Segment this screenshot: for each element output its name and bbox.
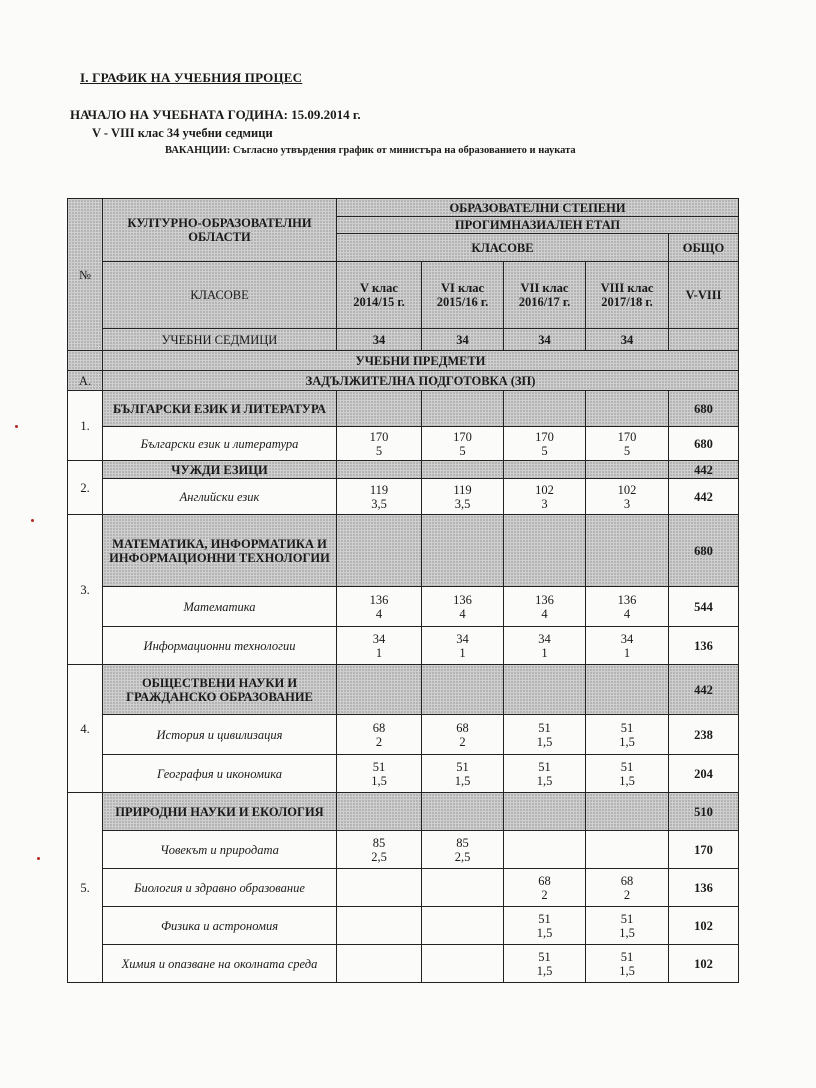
annual-hours: 51 bbox=[620, 759, 634, 774]
subject-hours-cell bbox=[586, 479, 669, 515]
weekly-hours: 3,5 bbox=[454, 496, 471, 511]
area-total: 680 bbox=[669, 515, 739, 587]
vacations-note: ВАКАНЦИИ: Съгласно утвърдения график от министъра на образованието и науката bbox=[165, 145, 576, 156]
area-class-cell bbox=[586, 391, 669, 427]
weekly-hours: 3,5 bbox=[371, 496, 387, 511]
subject-total: 442 bbox=[669, 479, 739, 515]
area-number: 1. bbox=[68, 391, 103, 461]
subject-hours-cell bbox=[337, 715, 422, 755]
subject-name: Математика bbox=[103, 587, 337, 627]
subject-hours-cell bbox=[337, 479, 422, 515]
weekly-hours: 2 bbox=[459, 734, 466, 749]
annual-hours: 51 bbox=[538, 949, 551, 964]
weekly-hours: 5 bbox=[541, 443, 548, 458]
weeks-total-empty bbox=[669, 329, 739, 351]
area-class-cell bbox=[586, 515, 669, 587]
weeks-value: 34 bbox=[586, 329, 669, 351]
weekly-hours: 2 bbox=[375, 734, 383, 749]
area-class-cell bbox=[337, 391, 422, 427]
total-range-header: V-VIII bbox=[669, 262, 739, 329]
annual-hours: 136 bbox=[535, 592, 554, 607]
area-class-cell bbox=[504, 391, 586, 427]
annual-hours: 51 bbox=[456, 759, 469, 774]
annual-hours: 34 bbox=[456, 631, 469, 646]
area-total: 510 bbox=[669, 793, 739, 831]
subject-hours-cell bbox=[586, 587, 669, 627]
weekly-hours: 1 bbox=[375, 645, 383, 660]
subject-name: Физика и астрономия bbox=[103, 907, 337, 945]
annual-hours: 102 bbox=[535, 482, 554, 497]
weekly-hours: 1 bbox=[541, 645, 548, 660]
subject-hours-cell bbox=[504, 869, 586, 907]
area-name: ЧУЖДИ ЕЗИЦИ bbox=[103, 461, 337, 479]
subject-hours-cell bbox=[337, 945, 422, 983]
column-number-header: № bbox=[68, 199, 103, 351]
document-title: I. ГРАФИК НА УЧЕБНИЯ ПРОЦЕС bbox=[80, 70, 303, 85]
area-name: БЪЛГАРСКИ ЕЗИК И ЛИТЕРАТУРА bbox=[103, 391, 337, 427]
subject-hours-cell bbox=[337, 755, 422, 793]
area-class-cell bbox=[586, 461, 669, 479]
subject-hours-cell bbox=[337, 869, 422, 907]
curriculum-table bbox=[67, 198, 739, 983]
subject-hours-cell bbox=[422, 907, 504, 945]
weekly-hours: 3 bbox=[623, 496, 631, 511]
annual-hours: 136 bbox=[369, 592, 389, 607]
annual-hours: 51 bbox=[538, 720, 551, 735]
subject-hours-cell bbox=[504, 715, 586, 755]
weekly-hours: 1 bbox=[459, 645, 466, 660]
class-header-7: VII клас 2016/17 г. bbox=[504, 262, 586, 329]
weekly-hours: 1,5 bbox=[536, 963, 553, 978]
weekly-hours: 2,5 bbox=[454, 849, 471, 864]
annual-hours: 136 bbox=[617, 592, 637, 607]
subject-hours-cell bbox=[586, 869, 669, 907]
degrees-header: ОБРАЗОВАТЕЛНИ СТЕПЕНИ bbox=[337, 199, 739, 217]
subject-hours-cell bbox=[337, 831, 422, 869]
area-class-cell bbox=[422, 793, 504, 831]
area-name: МАТЕМАТИКА, ИНФОРМАТИКА И ИНФОРМАЦИОННИ ТЕХНОЛОГИИ bbox=[103, 515, 337, 587]
subject-total: 170 bbox=[669, 831, 739, 869]
subject-hours-cell bbox=[422, 869, 504, 907]
area-class-cell bbox=[422, 665, 504, 715]
area-class-cell bbox=[422, 515, 504, 587]
subject-hours-cell bbox=[586, 715, 669, 755]
area-number: 4. bbox=[68, 665, 103, 793]
weekly-hours: 4 bbox=[541, 606, 548, 621]
subject-name: История и цивилизация bbox=[103, 715, 337, 755]
subject-hours-cell bbox=[504, 831, 586, 869]
annual-hours: 68 bbox=[538, 873, 551, 888]
weeks-value: 34 bbox=[422, 329, 504, 351]
annual-hours: 170 bbox=[453, 429, 472, 444]
subject-hours-cell bbox=[422, 715, 504, 755]
weekly-hours: 4 bbox=[375, 606, 383, 621]
subject-hours-cell bbox=[422, 755, 504, 793]
area-class-cell bbox=[422, 391, 504, 427]
annual-hours: 68 bbox=[456, 720, 469, 735]
weekly-hours: 1,5 bbox=[536, 773, 553, 788]
annual-hours: 34 bbox=[620, 631, 634, 646]
annual-hours: 136 bbox=[453, 592, 472, 607]
subject-name: География и икономика bbox=[103, 755, 337, 793]
subject-hours-cell bbox=[504, 479, 586, 515]
weekly-hours: 1,5 bbox=[454, 773, 471, 788]
area-total: 680 bbox=[669, 391, 739, 427]
annual-hours: 68 bbox=[620, 873, 634, 888]
subject-hours-cell bbox=[504, 945, 586, 983]
area-number: 3. bbox=[68, 515, 103, 665]
section-title: ЗАДЪЛЖИТЕЛНА ПОДГОТОВКА (ЗП) bbox=[103, 371, 739, 391]
annual-hours: 170 bbox=[535, 429, 554, 444]
area-total: 442 bbox=[669, 665, 739, 715]
annual-hours: 51 bbox=[620, 949, 634, 964]
weekly-hours: 5 bbox=[623, 443, 631, 458]
subject-hours-cell bbox=[337, 587, 422, 627]
area-name: ПРИРОДНИ НАУКИ И ЕКОЛОГИЯ bbox=[103, 793, 337, 831]
weekly-hours: 5 bbox=[459, 443, 466, 458]
subject-hours-cell bbox=[504, 907, 586, 945]
area-class-cell bbox=[586, 793, 669, 831]
weekly-hours: 1,5 bbox=[536, 734, 553, 749]
subject-hours-cell bbox=[422, 427, 504, 461]
subject-hours-cell bbox=[422, 479, 504, 515]
scan-speck bbox=[31, 519, 34, 522]
area-class-cell bbox=[504, 515, 586, 587]
subject-hours-cell bbox=[504, 427, 586, 461]
class-header-5: V клас 2014/15 г. bbox=[337, 262, 422, 329]
annual-hours: 34 bbox=[538, 631, 551, 646]
subject-hours-cell bbox=[586, 907, 669, 945]
subject-total: 204 bbox=[669, 755, 739, 793]
blank-number-cell bbox=[68, 351, 103, 371]
weekly-hours: 1,5 bbox=[619, 925, 635, 940]
school-year-start: НАЧАЛО НА УЧЕБНАТА ГОДИНА: 15.09.2014 г. bbox=[70, 107, 361, 122]
annual-hours: 51 bbox=[620, 720, 634, 735]
subject-hours-cell bbox=[586, 831, 669, 869]
area-total: 442 bbox=[669, 461, 739, 479]
subject-hours-cell bbox=[586, 427, 669, 461]
subject-hours-cell bbox=[504, 755, 586, 793]
classes-group-header: КЛАСОВЕ bbox=[337, 234, 669, 262]
subject-hours-cell bbox=[586, 755, 669, 793]
area-class-cell bbox=[504, 461, 586, 479]
area-class-cell bbox=[586, 665, 669, 715]
weeks-row-label: УЧЕБНИ СЕДМИЦИ bbox=[103, 329, 337, 351]
subject-hours-cell bbox=[586, 945, 669, 983]
classes-row-label: КЛАСОВЕ bbox=[103, 262, 337, 329]
weeks-value: 34 bbox=[337, 329, 422, 351]
annual-hours: 85 bbox=[456, 835, 469, 850]
weekly-hours: 1,5 bbox=[619, 734, 635, 749]
area-class-cell bbox=[504, 793, 586, 831]
subject-name: Човекът и природата bbox=[103, 831, 337, 869]
subject-total: 238 bbox=[669, 715, 739, 755]
subject-name: Химия и опазване на околната среда bbox=[103, 945, 337, 983]
area-number: 2. bbox=[68, 461, 103, 515]
section-letter: А. bbox=[68, 371, 103, 391]
weekly-hours: 3 bbox=[541, 496, 548, 511]
area-class-cell bbox=[337, 515, 422, 587]
area-class-cell bbox=[337, 793, 422, 831]
teaching-weeks-note: V - VIII клас 34 учебни седмици bbox=[92, 126, 273, 140]
subject-hours-cell bbox=[504, 627, 586, 665]
subject-hours-cell bbox=[422, 627, 504, 665]
area-class-cell bbox=[337, 461, 422, 479]
scan-speck bbox=[15, 425, 18, 428]
annual-hours: 68 bbox=[372, 720, 386, 735]
annual-hours: 34 bbox=[372, 631, 386, 646]
subject-total: 544 bbox=[669, 587, 739, 627]
column-areas-header: КУЛТУРНО-ОБРАЗОВАТЕЛНИ ОБЛАСТИ bbox=[103, 199, 337, 262]
annual-hours: 119 bbox=[453, 482, 472, 497]
weekly-hours: 1,5 bbox=[536, 925, 553, 940]
area-class-cell bbox=[422, 461, 504, 479]
subject-hours-cell bbox=[422, 831, 504, 869]
class-header-8: VIII клас 2017/18 г. bbox=[586, 262, 669, 329]
subject-hours-cell bbox=[337, 627, 422, 665]
subject-hours-cell bbox=[337, 907, 422, 945]
class-header-6: VI клас 2015/16 г. bbox=[422, 262, 504, 329]
subject-total: 136 bbox=[669, 627, 739, 665]
area-number: 5. bbox=[68, 793, 103, 983]
total-header: ОБЩО bbox=[669, 234, 739, 262]
area-class-cell bbox=[337, 665, 422, 715]
subject-total: 136 bbox=[669, 869, 739, 907]
annual-hours: 85 bbox=[372, 835, 386, 850]
weekly-hours: 1,5 bbox=[371, 773, 387, 788]
weekly-hours: 1,5 bbox=[619, 963, 635, 978]
subject-name: Английски език bbox=[103, 479, 337, 515]
subject-total: 680 bbox=[669, 427, 739, 461]
annual-hours: 51 bbox=[620, 911, 634, 926]
subject-name: Български език и литература bbox=[103, 427, 337, 461]
weekly-hours: 2 bbox=[623, 887, 631, 902]
annual-hours: 119 bbox=[369, 482, 389, 497]
subject-hours-cell bbox=[504, 587, 586, 627]
area-name: ОБЩЕСТВЕНИ НАУКИ И ГРАЖДАНСКО ОБРАЗОВАНИЕ bbox=[103, 665, 337, 715]
subject-hours-cell bbox=[586, 627, 669, 665]
annual-hours: 170 bbox=[369, 429, 389, 444]
subject-name: Информационни технологии bbox=[103, 627, 337, 665]
weekly-hours: 4 bbox=[623, 606, 631, 621]
subject-total: 102 bbox=[669, 907, 739, 945]
weeks-value: 34 bbox=[504, 329, 586, 351]
annual-hours: 51 bbox=[372, 759, 386, 774]
stage-header: ПРОГИМНАЗИАЛЕН ЕТАП bbox=[337, 217, 739, 234]
weekly-hours: 2,5 bbox=[371, 849, 387, 864]
weekly-hours: 2 bbox=[541, 887, 548, 902]
weekly-hours: 5 bbox=[375, 443, 383, 458]
weekly-hours: 1,5 bbox=[619, 773, 635, 788]
scan-speck bbox=[37, 857, 40, 860]
weekly-hours: 4 bbox=[459, 606, 466, 621]
subject-total: 102 bbox=[669, 945, 739, 983]
subject-hours-cell bbox=[422, 945, 504, 983]
subject-hours-cell bbox=[337, 427, 422, 461]
area-class-cell bbox=[504, 665, 586, 715]
annual-hours: 51 bbox=[538, 911, 551, 926]
subject-name: Биология и здравно образование bbox=[103, 869, 337, 907]
annual-hours: 51 bbox=[538, 759, 551, 774]
subject-hours-cell bbox=[422, 587, 504, 627]
annual-hours: 102 bbox=[617, 482, 637, 497]
subjects-header: УЧЕБНИ ПРЕДМЕТИ bbox=[103, 351, 739, 371]
annual-hours: 170 bbox=[617, 429, 637, 444]
weekly-hours: 1 bbox=[623, 645, 631, 660]
